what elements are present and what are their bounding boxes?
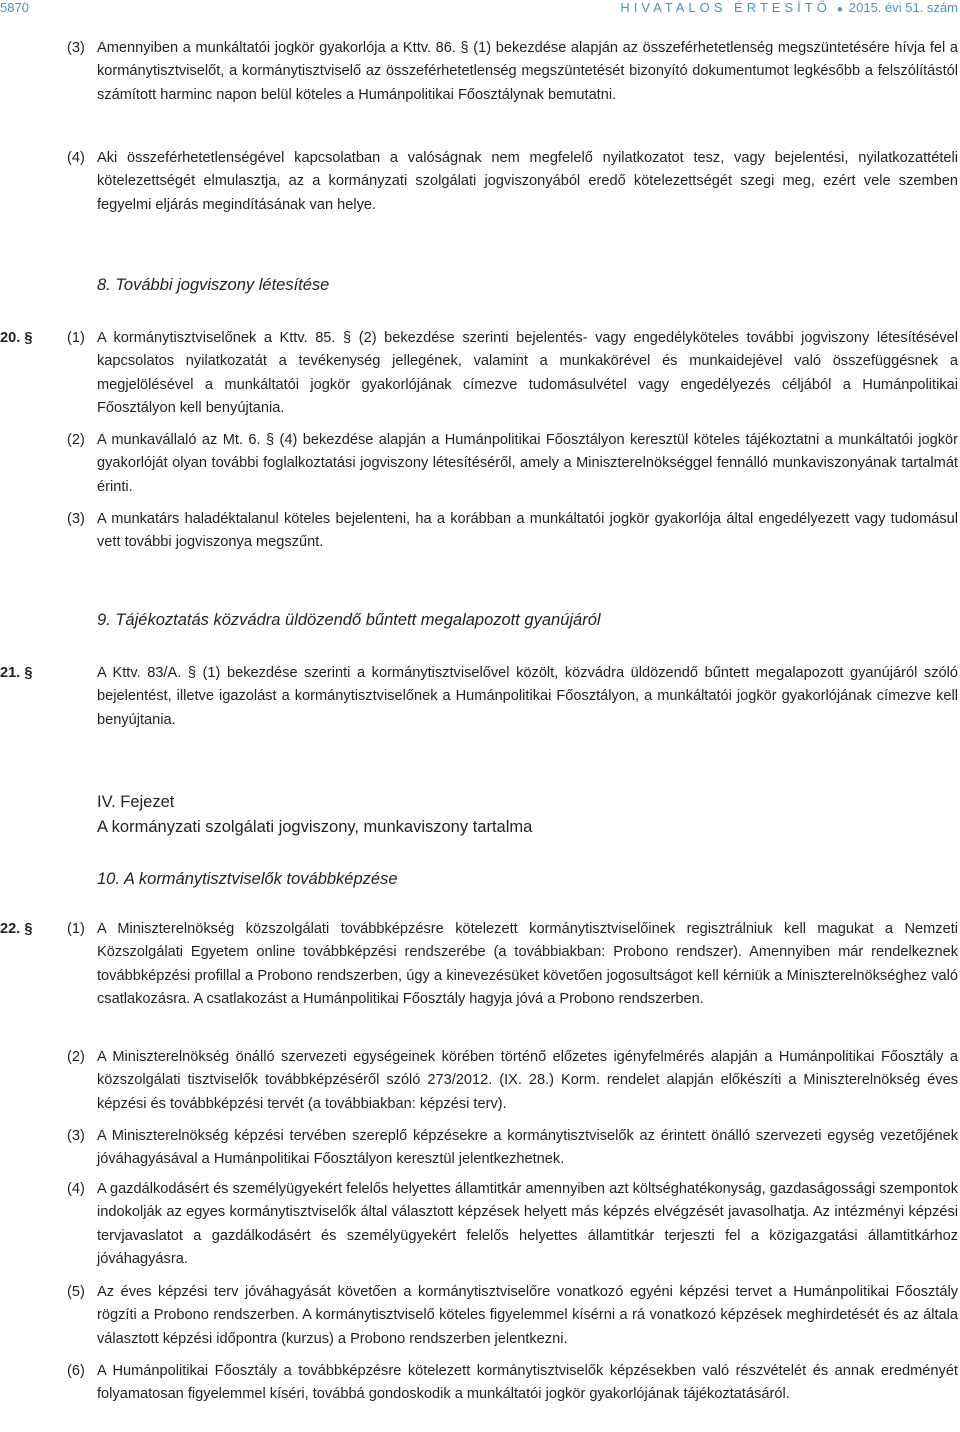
- paragraph-19-3: [67, 37, 958, 107]
- running-header: [0, 0, 960, 16]
- paragraph-text: A Miniszterelnökség közszolgálati továbbképzésre kötelezett kormánytisztviselőinek regisztrálniuk kell magukat a Nemzeti Közszolgálati Egyetem online továbbképzési rendszerébe (a továbbiakban: Probono rendszer). Amennyiben már rendelkeznek továbbképzési profillal a Probono rendszerben, úgy a kinevezésüket követően jogosultságot kell kérniük a Miniszterelnökséghez való csatlakozásra. A csatlakozást a Humánpolitikai Főosztály hagyja jóvá a Probono rendszerben.: [97, 921, 958, 1007]
- paragraph-number: (4): [67, 1181, 85, 1197]
- paragraph-20-3: [67, 508, 958, 555]
- paragraph-text: A kormánytisztviselőnek a Kttv. 85. § (2) bekezdése szerinti bejelentés- vagy engedélyköteles további jogviszony létesítésével kapcsolatos nyilatkozatát a tevékenység jellegének, valamint a munkakörével és munkaidejével való összefüggésnek a megjelölésével a munkáltatói jogkör gyakorlójának címezve tudomásulvétel vagy engedélyezés céljából a Humánpolitikai Főosztályon kell benyújtania.: [97, 330, 958, 416]
- paragraph-number: (5): [67, 1284, 85, 1300]
- chapter-title: A kormányzati szolgálati jogviszony, munkaviszony tartalma: [97, 818, 533, 836]
- paragraph-text: A Miniszterelnökség önálló szervezeti egységeinek körében történő előzetes igényfelmérés alapján a Humánpolitikai Főosztály a közszolgálati tisztviselők továbbképzéséről szóló 273/2012. (IX. 28.) Korm. rendelet alapján előkészíti a Miniszterelnökség éves képzési és továbbképzési tervét (a továbbiakban: képzési terv).: [97, 1049, 958, 1112]
- section-20-number: 20. §: [0, 330, 33, 346]
- separator-dot: ●: [836, 4, 843, 15]
- paragraph-20-2: [67, 429, 958, 499]
- subtitle-9: 9. Tájékoztatás közvádra üldözendő bűntett megalapozott gyanújáról: [97, 611, 601, 629]
- paragraph-number: (1): [67, 921, 85, 937]
- issue-number: 2015. évi 51. szám: [848, 0, 958, 15]
- section-22-number: 22. §: [0, 921, 33, 937]
- paragraph-20-1: [67, 327, 958, 420]
- page-number: 5870: [0, 0, 29, 15]
- paragraph-number: (1): [67, 330, 85, 346]
- paragraph-number: (3): [67, 511, 85, 527]
- paragraph-number: (2): [67, 1049, 85, 1065]
- paragraph-19-4: [67, 147, 958, 217]
- paragraph-text: A munkatárs haladéktalanul köteles bejelenteni, ha a korábban a munkáltatói jogkör gyakorlója által engedélyezett vagy tudomásul vett további jogviszonya megszűnt.: [97, 511, 958, 551]
- paragraph-text: A gazdálkodásért és személyügyekért felelős helyettes államtitkár amennyiben azt költséghatékonyság, gazdaságossági szempontok indokolják az egyes kormánytisztviselők által választott képzések helyett más képzés elvégzését javasolhatja. Az intézményi képzési tervjavaslatot a gazdálkodásért és személyügyekért felelős helyettes államtitkár terjeszti fel a közigazgatási államtitkárhoz jóváhagyásra.: [97, 1181, 958, 1267]
- paragraph-text: Amennyiben a munkáltatói jogkör gyakorlója a Kttv. 86. § (1) bekezdése alapján az összeférhetetlenség megszüntetésére hívja fel a kormánytisztviselőt, a kormánytisztviselő az összeférhetetlenség megszüntetését bizonyító dokumentumot legkésőbb a felszólítástól számított harminc napon belül köteles a Humánpolitikai Főosztálynak bemutatni.: [97, 40, 958, 103]
- paragraph-22-5: [67, 1281, 958, 1351]
- publication-name: HIVATALOS ÉRTESÍTŐ: [620, 0, 831, 15]
- subtitle-10: 10. A kormánytisztviselők továbbképzése: [97, 870, 398, 888]
- paragraph-22-4: [67, 1178, 958, 1271]
- paragraph-text: A Humánpolitikai Főosztály a továbbképzésre kötelezett kormánytisztviselők képzésekben való részvételét és annak eredményét folyamatosan figyelemmel kíséri, továbbá gondoskodik a munkáltatói jogkör gyakorlójának tájékoztatásáról.: [97, 1363, 958, 1403]
- paragraph-number: (2): [67, 432, 85, 448]
- chapter-number: IV. Fejezet: [97, 793, 175, 811]
- paragraph-text: Az éves képzési terv jóváhagyását követően a kormánytisztviselőre vonatkozó egyéni képzési tervet a Humánpolitikai Főosztály rögzíti a Probono rendszerben. A kormánytisztviselő köteles figyelemmel kísérni a rá vonatkozó képzések meghirdetését és az általa választott képzési időpontra (kurzus) a Probono rendszerben jelentkezni.: [97, 1284, 958, 1347]
- paragraph-22-3: [67, 1125, 958, 1172]
- paragraph-number: (4): [67, 150, 85, 166]
- paragraph-text: A Miniszterelnökség képzési tervében szereplő képzésekre a kormánytisztviselők az érintett önálló szervezeti egység vezetőjének jóváhagyásával a Humánpolitikai Főosztályon keresztül jelentkezhetnek.: [97, 1128, 958, 1168]
- paragraph-text: Aki összeférhetetlenségével kapcsolatban a valóságnak nem megfelelő nyilatkozatot tesz, vagy bejelentési, nyilatkozattételi kötelezettségét elmulasztja, az a kormányzati szolgálati jogviszonyából eredő kötelezettségét szegi meg, ezért vele szemben fegyelmi eljárás megindításának van helye.: [97, 150, 958, 213]
- paragraph-text: A Kttv. 83/A. § (1) bekezdése szerinti a kormánytisztviselővel közölt, közvádra üldözendő bűntett megalapozott gyanújáról szóló bejelentést, illetve igazolást a kormánytisztviselőnek a Humánpolitikai Főosztályon, a munkáltatói jogkör gyakorlójának címezve kell benyújtania.: [97, 665, 958, 728]
- paragraph-number: (6): [67, 1363, 85, 1379]
- paragraph-21: [67, 662, 958, 732]
- running-title: [620, 0, 958, 18]
- subtitle-8: 8. További jogviszony létesítése: [97, 276, 330, 294]
- paragraph-text: A munkavállaló az Mt. 6. § (4) bekezdése alapján a Humánpolitikai Főosztályon keresztül köteles tájékoztatni a munkáltatói jogkör gyakorlóját olyan további foglalkoztatási jogviszony létesítéséről, amely a Miniszterelnökséggel fennálló munkaviszonyának tartalmát érinti.: [97, 432, 958, 495]
- paragraph-22-2: [67, 1046, 958, 1116]
- paragraph-number: (3): [67, 1128, 85, 1144]
- paragraph-number: (3): [67, 40, 85, 56]
- section-21-number: 21. §: [0, 665, 33, 681]
- paragraph-22-1: [67, 918, 958, 1011]
- paragraph-22-6: [67, 1360, 958, 1407]
